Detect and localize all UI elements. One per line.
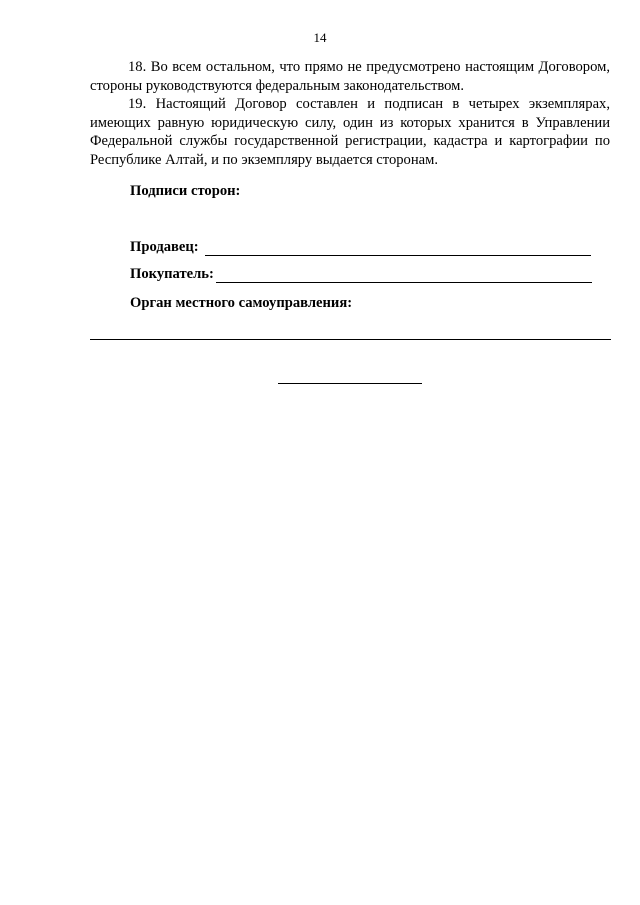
authority-signature-row [130,294,352,312]
signatures-heading: Подписи сторон: [130,183,241,199]
authority-label: Орган местного самоуправления: [130,295,353,311]
buyer-signature-row [130,265,592,283]
seller-signature-line [205,242,591,256]
contract-body [90,58,610,170]
clause-18: 18. Во всем остальном, что прямо не предусмотрено настоящим Договором, стороны руководствуются федеральным законодательством. [90,59,610,94]
page-number: 14 [313,30,327,45]
seller-signature-row [130,238,591,256]
buyer-label: Покупатель: [130,266,214,282]
seller-label: Продавец: [130,239,199,255]
end-of-document-rule [278,383,422,384]
buyer-signature-line [216,269,592,283]
authority-signature-line [90,339,611,340]
clause-19: 19. Настоящий Договор составлен и подписан в четырех экземплярах, имеющих равную юридическую силу, один из которых хранится в Управлении Федеральной службы государственной регистрации, кадастра и картографии по Республике Алтай, и по экземпляру выдается сторонам. [90,96,610,168]
